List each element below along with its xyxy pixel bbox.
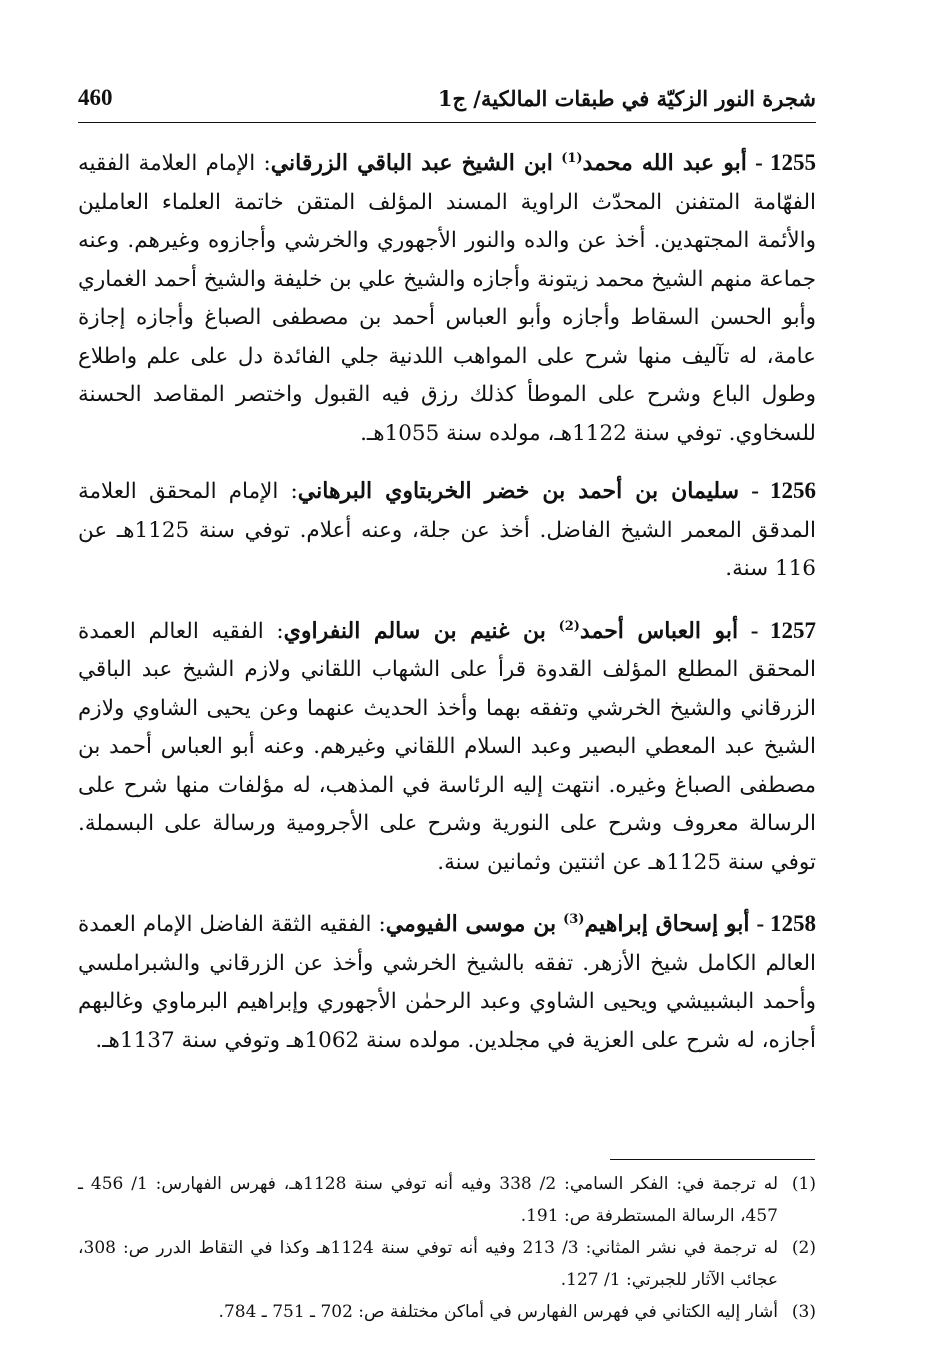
entry-1258: [78, 901, 816, 1060]
page-number: 460: [78, 85, 113, 110]
running-title: شجرة النور الزكيّة في طبقات المالكية/ ج1: [437, 85, 816, 111]
footnote-text: له ترجمة في: الفكر السامي: 2/ 338 وفيه أنه توفي سنة 1128هـ، فهرس الفهارس: 1/ 456 ـ 457، الرسالة المستطرفة ص: 191.: [78, 1174, 779, 1226]
entry-text: : الفقيه العالم العمدة المحقق المطلع المؤلف القدوة قرأ على الشهاب اللقاني ولازم الشيخ عبد الباقي الزرقاني والشيخ الخرشي وتفقه بهما وأخذ الحديث عنهما وعن يحيى الشاوي ولازم الشيخ عبد المعطي البصير وعبد السلام اللقاني وغيرهم. وعنه أبو العباس أحمد بن مصطفى الصباغ وغيره. انتهت إليه الرئاسة في المذهب، له مؤلفات منها شرح على الرسالة معروف وشرح على النورية وشرح على الأجرومية ورسالة على البسملة. توفي سنة 1125هـ عن اثنتين وثمانين سنة.: [78, 618, 816, 875]
entry-name: سليمان بن أحمد بن خضر الخربتاوي البرهاني: [297, 478, 740, 505]
footnote-mark: (3): [791, 1302, 816, 1322]
footnote-1: [78, 1168, 816, 1232]
footnote-3: [78, 1296, 816, 1328]
main-text: [78, 140, 816, 1079]
footnotes: [78, 1168, 816, 1328]
entry-number: 1258 -: [756, 911, 816, 937]
entry-1256: [78, 472, 816, 589]
footnote-separator: [610, 1159, 815, 1160]
entry-text: : الإمام المحقق العلامة المدقق المعمر الشيخ الفاضل. أخذ عن جلة، وعنه أعلام. توفي سنة 1125هـ عن 116 سنة.: [78, 479, 817, 582]
footnote-2: [78, 1232, 816, 1296]
footnote-mark: (1): [791, 1174, 816, 1194]
entry-name-rest: بن غنيم بن سالم النفراوي: [283, 617, 546, 644]
entry-number: 1255 -: [755, 150, 816, 176]
header-rule: [78, 122, 816, 123]
footnote-ref[interactable]: (2): [558, 618, 580, 634]
entry-text: : الفقيه الثقة الفاضل الإمام العمدة العالم الكامل شيخ الأزهر. تفقه بالشيخ الخرشي وأخذ عن الزرقاني والشبراملسي وأحمد البشبيشي ويحيى الشاوي وعبد الرحمٰن الأجهوري وإبراهيم البرماوي وغالبهم أجازه، له شرح على العزية في مجلدين. مولده سنة 1062هـ وتوفي سنة 1137هـ.: [78, 912, 816, 1053]
entry-name: أبو عبد الله محمد: [582, 150, 747, 177]
entry-number: 1257 -: [750, 617, 816, 643]
entry-text: : الإمام العلامة الفقيه الفهّامة المتفنن المحدّث الراوية المسند المؤلف المتقن خاتمة العلماء العاملين والأئمة المجتهدين. أخذ عن والده والنور الأجهوري والخرشي وأجازوه وغيرهم. وعنه جماعة منهم الشيخ محمد زيتونة وأجازه والشيخ علي بن خليفة والشيخ أحمد الغماري وأبو الحسن السقاط وأجازه وأبو العباس أحمد بن مصطفى الصباغ وأجازه إجازة عامة، له تآليف منها شرح على المواهب اللدنية جلي الفائدة دل على علم واطلاع وطول الباع وشرح على الموطأ كذلك رزق فيه القبول واختصر المقاصد الحسنة للسخاوي. توفي سنة 1122هـ، مولده سنة 1055هـ.: [78, 151, 816, 446]
entry-name-rest: ابن الشيخ عبد الباقي الزرقاني: [270, 150, 553, 177]
entry-1257: [78, 608, 816, 883]
entry-name-rest: بن موسى الفيومي: [385, 911, 557, 938]
footnote-text: له ترجمة في نشر المثاني: 3/ 213 وفيه أنه توفي سنة 1124هـ وكذا في التقاط الدرر ص: 308، عجائب الآثار للجبرتي: 1/ 127.: [78, 1238, 779, 1290]
entry-name: أبو العباس أحمد: [579, 617, 739, 644]
footnote-ref[interactable]: (1): [561, 151, 583, 166]
footnote-text: أشار إليه الكتاني في فهرس الفهارس في أماكن مختلفة ص: 702 ـ 751 ـ 784.: [218, 1302, 778, 1322]
page-header: [78, 78, 816, 118]
footnote-ref[interactable]: (3): [563, 912, 585, 928]
entry-1255: [78, 140, 816, 453]
entry-name: أبو إسحاق إبراهيم: [584, 911, 750, 938]
footnote-mark: (2): [791, 1238, 816, 1258]
entry-number: 1256 -: [751, 478, 816, 504]
